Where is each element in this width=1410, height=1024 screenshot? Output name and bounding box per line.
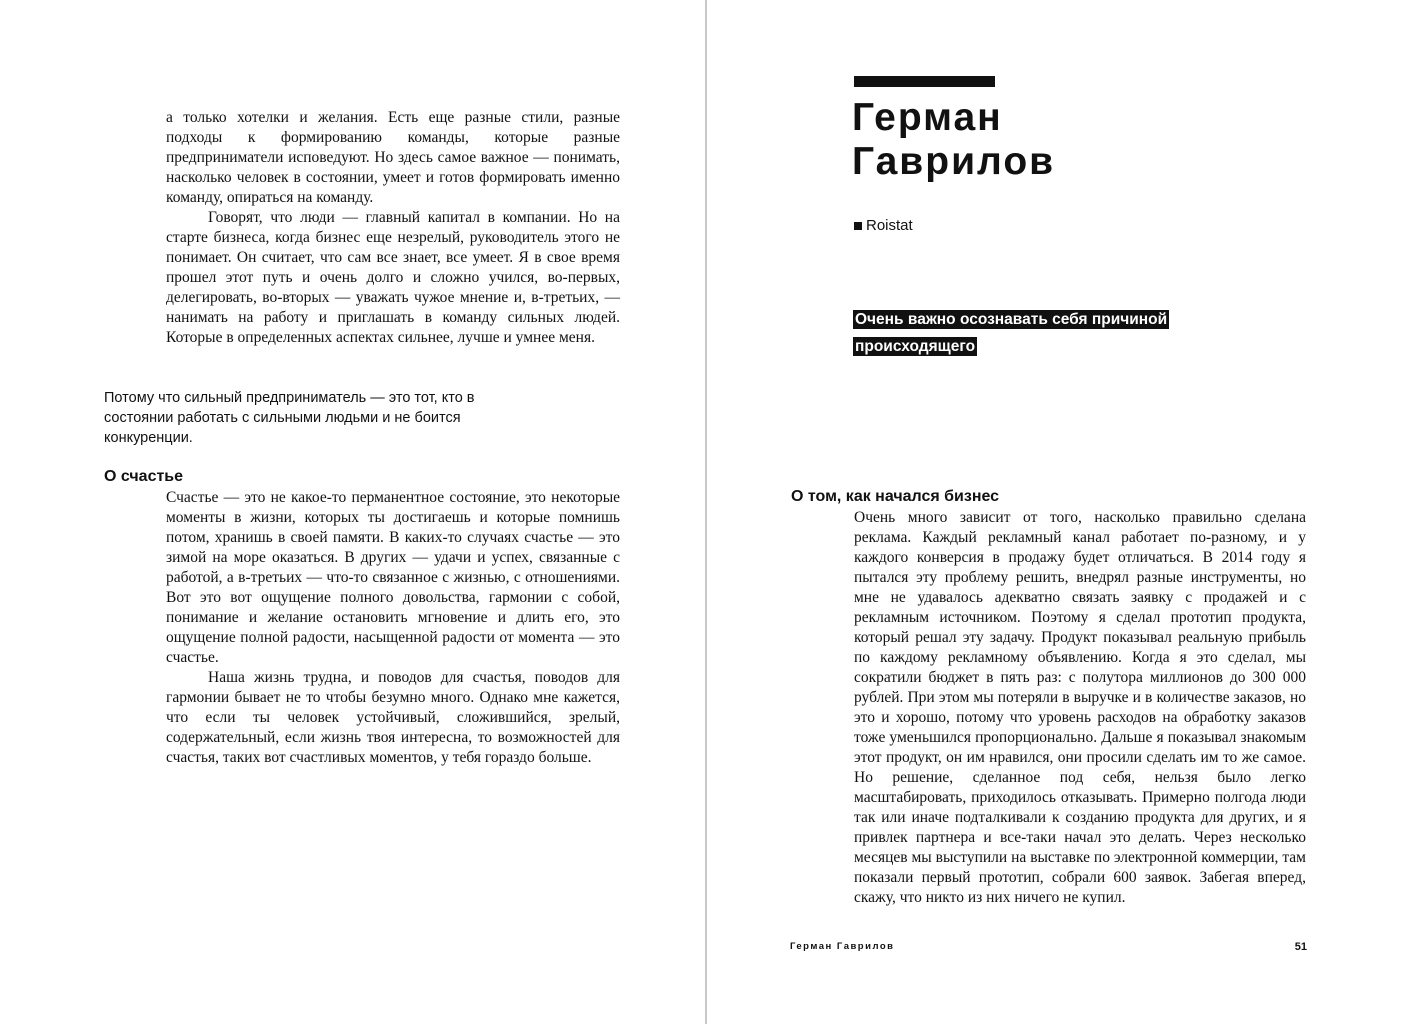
title-last-name: Гаврилов (852, 140, 1056, 183)
highlight-quote (853, 306, 1213, 360)
pull-quote: Потому что сильный предприниматель — это тот, кто в состоянии работать с сильными людьми и не боится конкуренции. (104, 390, 475, 446)
section-heading-happiness: О счастье (104, 468, 184, 485)
happiness-text (166, 488, 620, 768)
title-accent-bar (854, 76, 995, 87)
paragraph-team: а только хотелки и желания. Есть еще разные стили, разные подходы к формированию команды, которые разные предприниматели исповедуют. Но здесь самое важное — понимать, насколько человек в состоянии, умеет и готов формировать именно команду, опираться на команду. (166, 109, 620, 206)
paragraph-life: Наша жизнь трудна, и поводов для счастья, поводов для гармонии бывает не то чтобы безумно много. Однако мне кажется, что если ты человек устойчивый, сложившийся, зрелый, содержательный, если жизнь твоя интересна, то возможностей для счастья, таких вот счастливых моментов, у тебя гораздо больше. (166, 669, 620, 766)
right-page (707, 0, 1410, 1024)
company-name: Roistat (866, 217, 913, 234)
left-top-text (166, 108, 620, 348)
square-bullet-icon (854, 222, 862, 230)
business-start-text (854, 508, 1306, 908)
section-heading-business-start: О том, как начался бизнес (791, 488, 1000, 505)
paragraph-capital: Говорят, что люди — главный капитал в компании. Но на старте бизнеса, когда бизнес еще незрелый, руководитель этого не понимает. Он считает, что сам все знает, все умеет. Я в свое время прошел этот путь и очень долго и сложно учился, во-первых, делегировать, во-вторых — уважать чужое мнение и, в-третьих, — нанимать на работу и приглашать в команду сильных людей. Которые в определенных аспектах сильнее, лучше и умнее меня. (166, 209, 620, 346)
highlight-quote-text: Очень важно осознавать себя причиной происходящего (855, 311, 1168, 355)
chapter-title (852, 96, 1055, 184)
running-footer-author: Герман Гаврилов (790, 941, 895, 952)
title-first-name: Герман (852, 96, 1003, 139)
page-number: 51 (1294, 941, 1307, 953)
paragraph-happiness: Счастье — это не какое-то перманентное состояние, это некоторые моменты в жизни, которых ты достигаешь и которые помнишь потом, хранишь в своей памяти. В каких-то случаях счастье — это зимой на море оказаться. В других — удачи и успех, связанные с работой, а в-третьих — что-то связанное с жизнью, с отношениями. Вот это вот ощущение полного довольства, гармонии с собой, понимание и желание остановить мгновение и длить его, это ощущение полной радости, насыщенной радости от момента — это счастье. (166, 489, 620, 666)
paragraph-business-start: Очень много зависит от того, насколько правильно сделана реклама. Каждый рекламный канал работает по-разному, и у каждого конверсия в продажу будет отличаться. В 2014 году я пытался эту проблему решить, внедрял разные инструменты, но мне не удавалось адекватно связать заявку с продажей и с рекламным источником. Поэтому я сделал прототип продукта, который решал эту задачу. Продукт показывал реальную прибыль по каждому рекламному объявлению. Когда я это сделал, мы сократили бюджет в пять раз: с полутора миллионов до 300 000 рублей. При этом мы потеряли в выручке и в количестве заказов, но это и хорошо, потому что уровень расходов на обработку заказов тоже уменьшился пропорционально. Дальше я показывал знакомым этот продукт, он им нравился, они просили сделать им то же самое. Но решение, сделанное под себя, нельзя было легко масштабировать, приходилось отказывать. Примерно полгода люди так или иначе подталкивали к созданию продукта для других, и я привлек партнера и все-таки начал это делать. Через несколько месяцев мы выступили на выставке по электронной коммерции, там показали первый прототип, собрали 600 заявок. Забегая вперед, скажу, что никто из них ничего не купил. (854, 509, 1306, 906)
company-label (854, 216, 913, 236)
